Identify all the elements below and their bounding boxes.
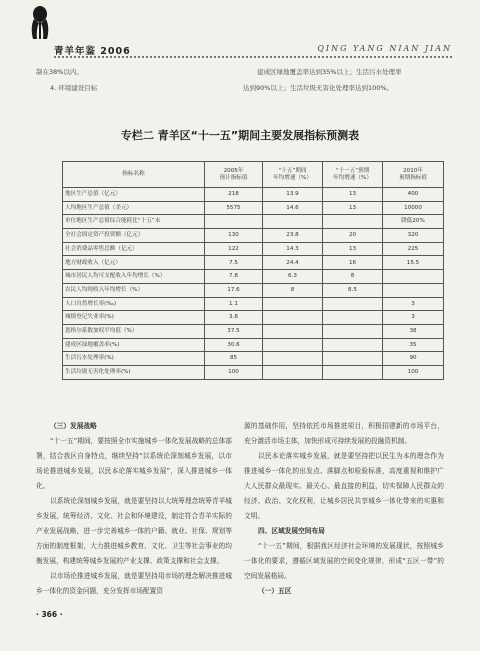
table-cell bbox=[323, 297, 383, 311]
table-cell bbox=[323, 338, 383, 352]
indicator-name-cell: 社会消费品零售总额（亿元） bbox=[63, 242, 205, 256]
yearbook-title-pinyin: QING YANG NIAN JIAN bbox=[317, 44, 452, 53]
table-cell bbox=[323, 215, 383, 229]
right-column bbox=[244, 419, 444, 599]
table-cell: 3 bbox=[383, 297, 444, 311]
table-body bbox=[63, 188, 444, 380]
table-cell: 100 bbox=[383, 365, 444, 379]
table-cell: 13 bbox=[323, 242, 383, 256]
table-cell: 3.8 bbox=[205, 311, 263, 325]
table-cell: 100 bbox=[205, 365, 263, 379]
table-cell: 30.6 bbox=[205, 338, 263, 352]
indicator-name-cell: 单位地区生产总值综合能耗比“十五”末 bbox=[63, 215, 205, 229]
table-row bbox=[63, 338, 444, 352]
paragraph: “十一五”期间，要按照全市实施城乡一体化发展战略的总体部署，结合我区自身特点，继续坚持“以系统论深刻城乡发展，以市场论推进城乡发展，以民本论落实城乡发展”，深入推进城乡一体化。 bbox=[36, 437, 232, 490]
table-row bbox=[63, 229, 444, 243]
indicator-name-cell: 城市居民人均可支配收入年均增长（%） bbox=[63, 270, 205, 284]
table-cell bbox=[323, 365, 383, 379]
indicator-name-cell: 建成区绿地覆盖率(%) bbox=[63, 338, 205, 352]
paragraph: 以市场论推进城乡发展，就是要坚持用市场的理念解决推进城乡一体化的资金问题，充分发挥市场配置资 bbox=[36, 572, 232, 595]
paragraph: 以民本论落实城乡发展，就是要坚持把以民生为本的理念作为推进城乡一体化的出发点、落脚点和检验标准，高度重视和维护广大人民群众最现实、最关心、最直接的利益，切实保障人民群众的经济、政治、文化权利，让城乡居民共享城乡一体化带来的实惠和文明。 bbox=[244, 452, 444, 520]
table-cell: 90 bbox=[383, 352, 444, 366]
indicator-table bbox=[62, 161, 444, 380]
indicator-name-cell: 城镇登记失业率(%) bbox=[63, 311, 205, 325]
indicator-name-cell: 人口自然增长率(‰) bbox=[63, 297, 205, 311]
table-cell: 38 bbox=[383, 324, 444, 338]
table-cell: 8 bbox=[323, 270, 383, 284]
table-cell bbox=[323, 311, 383, 325]
table-row bbox=[63, 270, 444, 284]
table-cell: 3 bbox=[383, 311, 444, 325]
table-cell bbox=[383, 270, 444, 284]
table-row bbox=[63, 365, 444, 379]
table-cell bbox=[263, 297, 323, 311]
table-cell: 10000 bbox=[383, 201, 444, 215]
table-cell: 225 bbox=[383, 242, 444, 256]
table-cell bbox=[323, 324, 383, 338]
table-cell: 85 bbox=[205, 352, 263, 366]
left-column bbox=[36, 419, 232, 599]
table-row bbox=[63, 297, 444, 311]
subsection-heading: （一）五区 bbox=[258, 587, 292, 595]
table-box-title: 专栏二 青羊区“十一五”期间主要发展指标预测表 bbox=[120, 129, 360, 142]
paragraph: “十一五”期间，根据我区经济社会环境的发展现状，按照城乡一体化的要求，遵循区域发展的空间变化规律，形成“五区一带”的空间发展格局。 bbox=[244, 542, 444, 580]
table-cell bbox=[263, 324, 323, 338]
page-number: · 366 · bbox=[36, 610, 63, 619]
indicator-name-cell: 生活污水处理率(%) bbox=[63, 352, 205, 366]
table-cell: 15.5 bbox=[383, 256, 444, 270]
table-cell bbox=[263, 365, 323, 379]
table-cell: 16 bbox=[323, 256, 383, 270]
table-header-cell: “十五”期间 年均增速（%） bbox=[263, 162, 323, 188]
table-cell: 5575 bbox=[205, 201, 263, 215]
yearbook-logo-icon bbox=[28, 5, 52, 41]
table-cell bbox=[263, 311, 323, 325]
table-header-cell: “十一五”预期 年均增速（%） bbox=[323, 162, 383, 188]
table-cell: 6.3 bbox=[263, 270, 323, 284]
table-row bbox=[63, 311, 444, 325]
table-cell: 14.6 bbox=[263, 201, 323, 215]
top-right-line-1: 建成区绿地覆盖率达到35%以上；生活污水处理率 bbox=[257, 68, 402, 76]
table-row bbox=[63, 242, 444, 256]
paragraph: 源的基础作用，坚持依托市场推进项目，积极招建新的市场平台，充分激活市场主体，加快形成可持续发展的投融资机制。 bbox=[244, 422, 444, 445]
table-cell: 37.5 bbox=[205, 324, 263, 338]
table-row bbox=[63, 215, 444, 229]
table-cell: 218 bbox=[205, 188, 263, 202]
table-cell: 8.5 bbox=[323, 283, 383, 297]
table-cell: 24.4 bbox=[263, 256, 323, 270]
table-cell: 13 bbox=[323, 188, 383, 202]
table-cell: 降低20% bbox=[383, 215, 444, 229]
table-cell: 130 bbox=[205, 229, 263, 243]
table-cell: 320 bbox=[383, 229, 444, 243]
table-header-cell: 指标名称 bbox=[63, 162, 205, 188]
indicator-name-cell: 恩格尔系数加权平均值（%） bbox=[63, 324, 205, 338]
table-cell bbox=[323, 352, 383, 366]
table-cell bbox=[263, 338, 323, 352]
indicator-name-cell: 人均地区生产总值（美元） bbox=[63, 201, 205, 215]
section-heading-layout: 四、区域发展空间布局 bbox=[258, 527, 325, 535]
header-divider bbox=[54, 56, 452, 58]
indicator-name-cell: 全社会固定资产投资额（亿元） bbox=[63, 229, 205, 243]
table-cell: 13.9 bbox=[263, 188, 323, 202]
table-cell: 23.8 bbox=[263, 229, 323, 243]
table-header-cell: 2010年 预期指标值 bbox=[383, 162, 444, 188]
table-cell: 35 bbox=[383, 338, 444, 352]
table-row bbox=[63, 352, 444, 366]
indicator-name-cell: 地区生产总值（亿元） bbox=[63, 188, 205, 202]
table-row bbox=[63, 188, 444, 202]
table-header-row bbox=[63, 162, 444, 188]
table-cell: 13 bbox=[323, 201, 383, 215]
page-header bbox=[0, 0, 480, 60]
table-cell: 7.5 bbox=[205, 256, 263, 270]
indicator-name-cell: 地方财政收入（亿元） bbox=[63, 256, 205, 270]
table-cell bbox=[383, 283, 444, 297]
table-cell: 1.1 bbox=[205, 297, 263, 311]
section-heading-strategy: （三）发展战略 bbox=[50, 422, 97, 430]
table-cell: 14.3 bbox=[263, 242, 323, 256]
table-row bbox=[63, 256, 444, 270]
table-cell: 20 bbox=[323, 229, 383, 243]
paragraph: 以系统论深刻城乡发展，就是要坚持以大统筹理念统筹青羊城乡发展，统筹经济、文化、社会和环境建设，制定符合青羊实际的产业发展战略，进一步完善城乡一体的户籍、就业、社保、规划等方面的制度框架，大力推进城乡教育、文化、卫生等社会事业的均衡发展，构建统筹城乡发展的产业支撑、政策支撑和社会支撑。 bbox=[36, 497, 232, 565]
table-header-cell: 2005年 预计指标值 bbox=[205, 162, 263, 188]
top-left-heading: 4. 环境建设目标 bbox=[50, 84, 98, 92]
table-cell bbox=[263, 215, 323, 229]
table-cell: 8 bbox=[263, 283, 323, 297]
table-cell bbox=[205, 215, 263, 229]
table-row bbox=[63, 324, 444, 338]
table-cell bbox=[263, 352, 323, 366]
top-left-line-1: 制在38%以内。 bbox=[36, 68, 83, 76]
yearbook-title: 青羊年鉴 2006 bbox=[54, 46, 131, 57]
table-row bbox=[63, 283, 444, 297]
table-cell: 17.6 bbox=[205, 283, 263, 297]
indicator-name-cell: 生活垃圾无害化处理率(%) bbox=[63, 365, 205, 379]
table-row bbox=[63, 201, 444, 215]
table-cell: 122 bbox=[205, 242, 263, 256]
top-right-line-2: 达到90%以上；生活垃圾无害化处理率达到100%。 bbox=[243, 84, 394, 92]
indicator-name-cell: 农民人均纯收入年均增长（%） bbox=[63, 283, 205, 297]
table-cell: 7.8 bbox=[205, 270, 263, 284]
table-cell: 400 bbox=[383, 188, 444, 202]
